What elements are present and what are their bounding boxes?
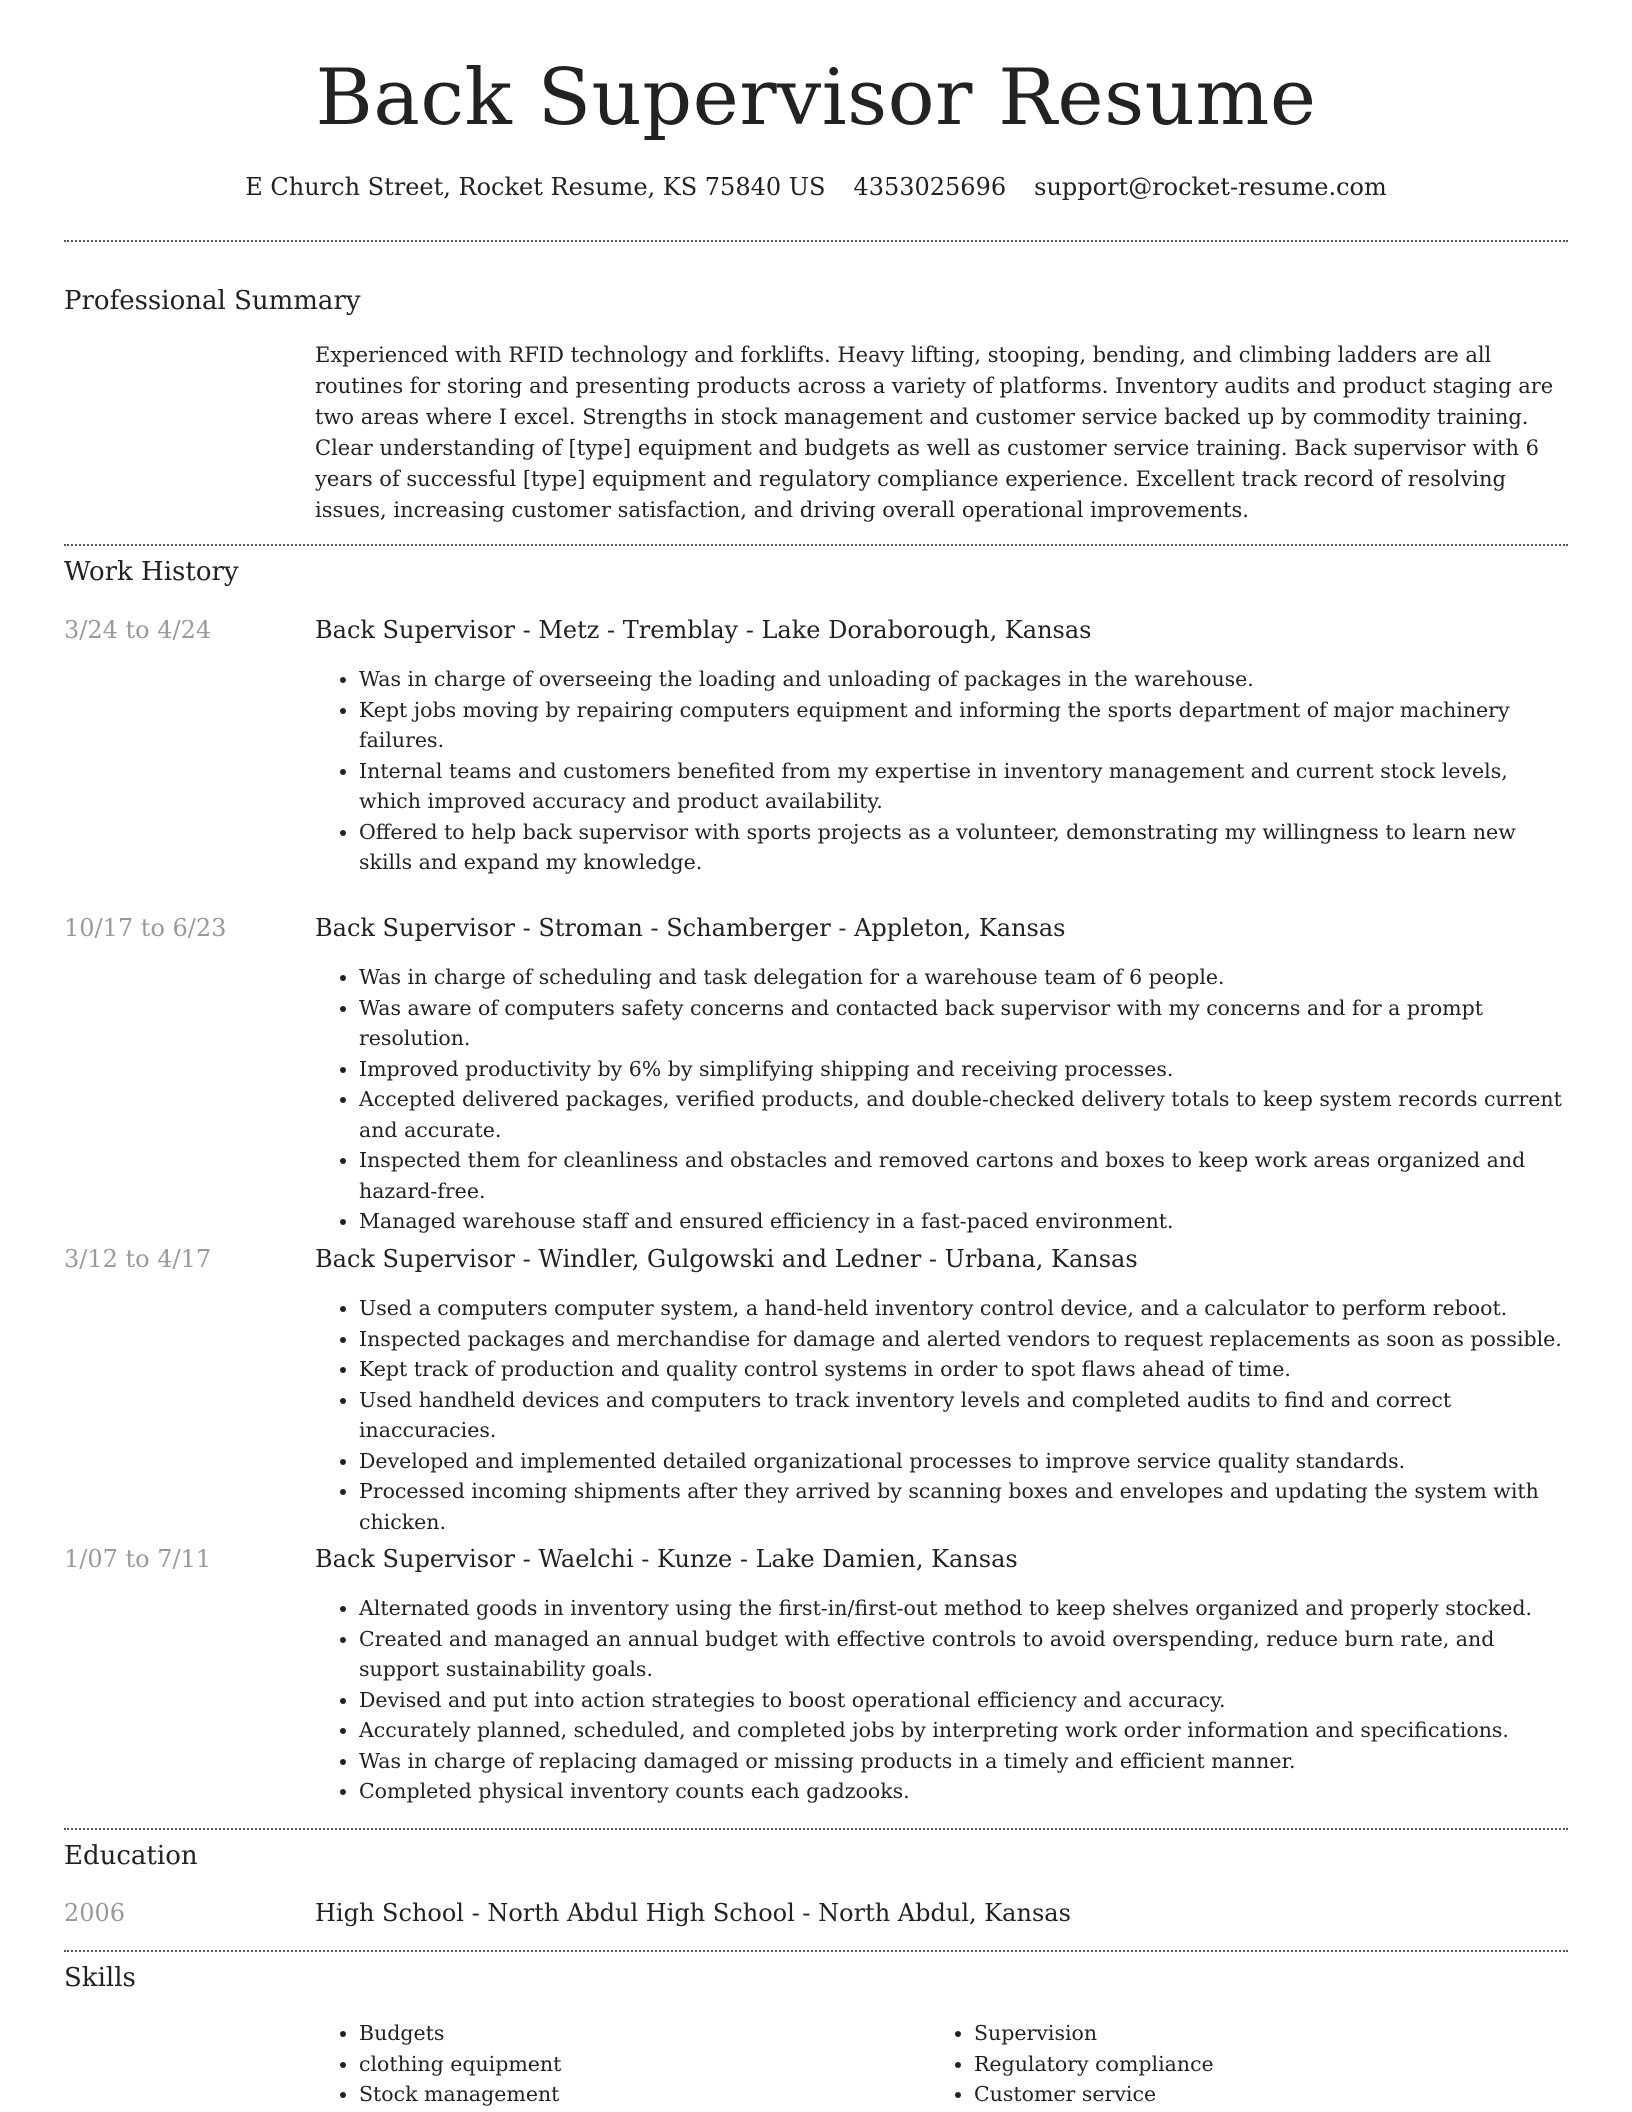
work-heading: Work History: [64, 557, 239, 587]
job-bullets: [315, 1293, 1568, 1537]
job-bullets: [315, 1593, 1568, 1807]
divider-education: [64, 1950, 1568, 1952]
job-bullets: [315, 962, 1568, 1237]
job-bullets: [315, 664, 1568, 878]
list-item: • Devised and put into action strategies to boost operational efficiency and accuracy.: [359, 1685, 1568, 1716]
summary-heading: Professional Summary: [64, 286, 361, 316]
job-title: Back Supervisor - Waelchi - Kunze - Lake Damien, Kansas: [315, 1545, 1018, 1573]
list-item: • Supervision: [974, 2018, 1574, 2049]
list-item: • Was in charge of overseeing the loading and unloading of packages in the warehouse.: [359, 664, 1568, 695]
skills-list-right: [930, 2018, 1574, 2110]
list-item: • Stock management: [359, 2079, 919, 2110]
list-item: • Inspected packages and merchandise for damage and alerted vendors to request replacements as soon as possible.: [359, 1324, 1568, 1355]
list-item: • Was aware of computers safety concerns and contacted back supervisor with my concerns and for a prompt resolution.: [359, 993, 1568, 1054]
job-title: Back Supervisor - Windler, Gulgowski and Ledner - Urbana, Kansas: [315, 1245, 1138, 1273]
skills-heading: Skills: [64, 1963, 136, 1993]
list-item: • Kept track of production and quality control systems in order to spot flaws ahead of time.: [359, 1354, 1568, 1385]
divider-summary: [64, 544, 1568, 546]
list-item: • Was in charge of scheduling and task delegation for a warehouse team of 6 people.: [359, 962, 1568, 993]
education-year: 2006: [64, 1899, 126, 1927]
list-item: • Managed warehouse staff and ensured efficiency in a fast-paced environment.: [359, 1206, 1568, 1237]
list-item: • Alternated goods in inventory using the first-in/first-out method to keep shelves organized and properly stocked.: [359, 1593, 1568, 1624]
divider-work: [64, 1828, 1568, 1830]
contact-phone: 4353025696: [853, 173, 1007, 201]
education-heading: Education: [64, 1841, 198, 1871]
list-item: • Customer service: [974, 2079, 1574, 2110]
list-item: • Processed incoming shipments after they arrived by scanning boxes and envelopes and updating the system with chicken.: [359, 1476, 1568, 1537]
resume-title: Back Supervisor Resume: [315, 53, 1317, 143]
list-item: • Completed physical inventory counts each gadzooks.: [359, 1776, 1568, 1807]
list-item: • Used handheld devices and computers to track inventory levels and completed audits to find and correct inaccuracies.: [359, 1385, 1568, 1446]
list-item: • Developed and implemented detailed organizational processes to improve service quality standards.: [359, 1446, 1568, 1477]
list-item: • Used a computers computer system, a hand-held inventory control device, and a calculator to perform reboot.: [359, 1293, 1568, 1324]
job-dates: 10/17 to 6/23: [64, 914, 227, 942]
list-item: • Kept jobs moving by repairing computers equipment and informing the sports department of major machinery failures.: [359, 695, 1568, 756]
job-title: Back Supervisor - Metz - Tremblay - Lake Doraborough, Kansas: [315, 616, 1092, 644]
list-item: • clothing equipment: [359, 2049, 919, 2080]
list-item: • Was in charge of replacing damaged or missing products in a timely and efficient manner.: [359, 1746, 1568, 1777]
contact-line: [64, 171, 1568, 203]
job-dates: 3/12 to 4/17: [64, 1245, 212, 1273]
list-item: • Accepted delivered packages, verified products, and double-checked delivery totals to keep system records current and accurate.: [359, 1084, 1568, 1145]
list-item: • Improved productivity by 6% by simplifying shipping and receiving processes.: [359, 1054, 1568, 1085]
skills-list-left: [315, 2018, 919, 2110]
education-entry: High School - North Abdul High School - North Abdul, Kansas: [315, 1899, 1071, 1927]
summary-text: Experienced with RFID technology and forklifts. Heavy lifting, stooping, bending, and climbing ladders are all routines for storing and presenting products across a variety of platforms. Inventory audits and product staging are two areas where I excel. Strengths in stock management and customer service backed up by commodity training. Clear understanding of [type] equipment and budgets as well as customer service training. Back supervisor with 6 years of successful [type] equipment and regulatory compliance experience. Excellent track record of resolving issues, increasing customer satisfaction, and driving overall operational improvements.: [315, 343, 1554, 522]
divider-header: [64, 240, 1568, 242]
contact-email: support@rocket-resume.com: [1034, 173, 1387, 201]
list-item: • Offered to help back supervisor with sports projects as a volunteer, demonstrating my willingness to learn new skills and expand my knowledge.: [359, 817, 1568, 878]
contact-address: E Church Street, Rocket Resume, KS 75840 US: [245, 173, 826, 201]
list-item: • Inspected them for cleanliness and obstacles and removed cartons and boxes to keep work areas organized and hazard-free.: [359, 1145, 1568, 1206]
job-dates: 1/07 to 7/11: [64, 1545, 212, 1573]
job-dates: 3/24 to 4/24: [64, 616, 212, 644]
job-title: Back Supervisor - Stroman - Schamberger - Appleton, Kansas: [315, 914, 1066, 942]
list-item: • Created and managed an annual budget with effective controls to avoid overspending, reduce burn rate, and support sustainability goals.: [359, 1624, 1568, 1685]
list-item: • Regulatory compliance: [974, 2049, 1574, 2080]
list-item: • Internal teams and customers benefited from my expertise in inventory management and current stock levels, which improved accuracy and product availability.: [359, 756, 1568, 817]
list-item: • Budgets: [359, 2018, 919, 2049]
list-item: • Accurately planned, scheduled, and completed jobs by interpreting work order information and specifications.: [359, 1715, 1568, 1746]
